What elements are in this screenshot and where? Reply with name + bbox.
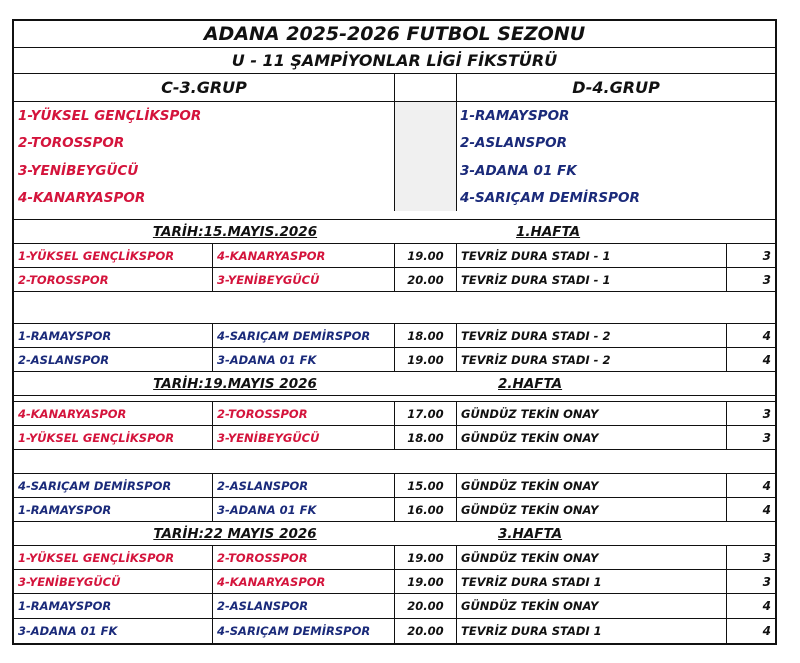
week-number: 3.HAFTA: [498, 525, 563, 542]
away-team: 3-ADANA 01 FK: [212, 498, 394, 521]
away-team: 4-KANARYASPOR: [212, 570, 394, 593]
match-time: 16.00: [394, 498, 456, 521]
match-time: 15.00: [394, 474, 456, 497]
match-group: 3: [726, 268, 775, 291]
match-row: [14, 569, 775, 593]
fixture-sheet: [12, 19, 777, 645]
group-c-team: 1-YÜKSEL GENÇLİKSPOR: [18, 107, 202, 124]
match-group: 4: [726, 348, 775, 371]
match-time: 17.00: [394, 402, 456, 425]
match-venue: GÜNDÜZ TEKİN ONAY: [456, 498, 726, 521]
match-time: 19.00: [394, 570, 456, 593]
week-date: TARİH:15.MAYIS.2026: [152, 223, 318, 240]
home-team: 1-YÜKSEL GENÇLİKSPOR: [18, 550, 175, 565]
away-team: 3-ADANA 01 FK: [212, 348, 394, 371]
home-team: 1-RAMAYSPOR: [18, 502, 112, 517]
week-date: TARİH:19.MAYIS 2026: [153, 375, 317, 392]
subtitle-row: [14, 47, 775, 73]
spacer-row: [14, 449, 775, 473]
away-team: 4-KANARYASPOR: [212, 244, 394, 267]
home-team: 1-RAMAYSPOR: [18, 599, 112, 613]
match-venue: GÜNDÜZ TEKİN ONAY: [456, 474, 726, 497]
match-venue: TEVRİZ DURA STADI - 1: [456, 268, 726, 291]
match-venue: TEVRİZ DURA STADI 1: [456, 570, 726, 593]
group-c-team: 2-TOROSSPOR: [18, 135, 125, 151]
group-c-title: C-3.GRUP: [161, 78, 247, 97]
home-team: 1-RAMAYSPOR: [18, 328, 112, 343]
away-team: 3-YENİBEYGÜCÜ: [212, 268, 394, 291]
week-header-row: [14, 371, 775, 395]
group-d-team: 4-SARIÇAM DEMİRSPOR: [460, 190, 640, 206]
away-team: 2-ASLANSPOR: [212, 594, 394, 618]
match-time: 19.00: [394, 546, 456, 569]
week-number: 1.HAFTA: [516, 223, 581, 240]
away-team: 4-SARIÇAM DEMİRSPOR: [212, 619, 394, 643]
match-venue: GÜNDÜZ TEKİN ONAY: [456, 546, 726, 569]
match-row: [14, 545, 775, 569]
match-time: 20.00: [394, 594, 456, 618]
match-group: 3: [726, 546, 775, 569]
match-row: [14, 401, 775, 425]
page-title: ADANA 2025-2026 FUTBOL SEZONU: [203, 23, 586, 45]
home-team: 3-YENİBEYGÜCÜ: [18, 574, 121, 589]
match-row: [14, 497, 775, 521]
match-group: 3: [726, 244, 775, 267]
group-d-team: 3-ADANA 01 FK: [460, 162, 577, 179]
group-header-row: [14, 73, 775, 101]
match-venue: GÜNDÜZ TEKİN ONAY: [456, 402, 726, 425]
match-time: 20.00: [394, 268, 456, 291]
home-team: 3-ADANA 01 FK: [18, 624, 118, 638]
spacer-row: [14, 291, 775, 323]
match-time: 18.00: [394, 324, 456, 347]
match-group: 4: [726, 498, 775, 521]
match-row: [14, 267, 775, 291]
home-team: 4-KANARYASPOR: [18, 406, 127, 421]
away-team: 2-TOROSSPOR: [212, 402, 394, 425]
away-team: 2-TOROSSPOR: [212, 546, 394, 569]
match-time: 18.00: [394, 426, 456, 449]
match-venue: GÜNDÜZ TEKİN ONAY: [456, 594, 726, 618]
away-team: 3-YENİBEYGÜCÜ: [212, 426, 394, 449]
match-time: 20.00: [394, 619, 456, 643]
week-number: 2.HAFTA: [498, 375, 563, 392]
group-d-title: D-4.GRUP: [456, 74, 775, 101]
week-header-row: [14, 219, 775, 243]
match-row: [14, 243, 775, 267]
match-group: 4: [726, 474, 775, 497]
match-time: 19.00: [394, 348, 456, 371]
week-header-row: [14, 521, 775, 545]
match-row: [14, 618, 775, 643]
match-row: [14, 473, 775, 497]
home-team: 4-SARIÇAM DEMİRSPOR: [18, 478, 172, 493]
match-venue: TEVRİZ DURA STADI - 1: [456, 244, 726, 267]
match-venue: TEVRİZ DURA STADI - 2: [456, 348, 726, 371]
match-venue: GÜNDÜZ TEKİN ONAY: [456, 426, 726, 449]
match-group: 3: [726, 426, 775, 449]
group-gap: [394, 74, 456, 101]
home-team: 1-YÜKSEL GENÇLİKSPOR: [18, 430, 175, 445]
match-row: [14, 593, 775, 618]
title-row: [14, 21, 775, 47]
match-group: 4: [726, 324, 775, 347]
group-d-team: 1-RAMAYSPOR: [460, 107, 570, 124]
match-group: 4: [726, 619, 775, 643]
home-team: 2-ASLANSPOR: [18, 352, 110, 367]
away-team: 4-SARIÇAM DEMİRSPOR: [212, 324, 394, 347]
group-c-team: 3-YENİBEYGÜCÜ: [18, 162, 139, 179]
home-team: 2-TOROSSPOR: [18, 272, 109, 287]
match-group: 3: [726, 402, 775, 425]
match-time: 19.00: [394, 244, 456, 267]
match-row: [14, 323, 775, 347]
week-date: TARİH:22 MAYIS 2026: [153, 525, 317, 542]
group-c-team: 4-KANARYASPOR: [18, 190, 146, 206]
match-group: 3: [726, 570, 775, 593]
group-teams-block: [14, 101, 775, 211]
match-row: [14, 425, 775, 449]
group-d-team: 2-ASLANSPOR: [460, 135, 568, 151]
match-row: [14, 347, 775, 371]
match-group: 4: [726, 594, 775, 618]
home-team: 1-YÜKSEL GENÇLİKSPOR: [18, 248, 175, 263]
page-subtitle: U - 11 ŞAMPİYONLAR LİGİ FİKSTÜRÜ: [231, 51, 558, 70]
match-venue: TEVRİZ DURA STADI 1: [456, 619, 726, 643]
away-team: 2-ASLANSPOR: [212, 474, 394, 497]
match-venue: TEVRİZ DURA STADI - 2: [456, 324, 726, 347]
